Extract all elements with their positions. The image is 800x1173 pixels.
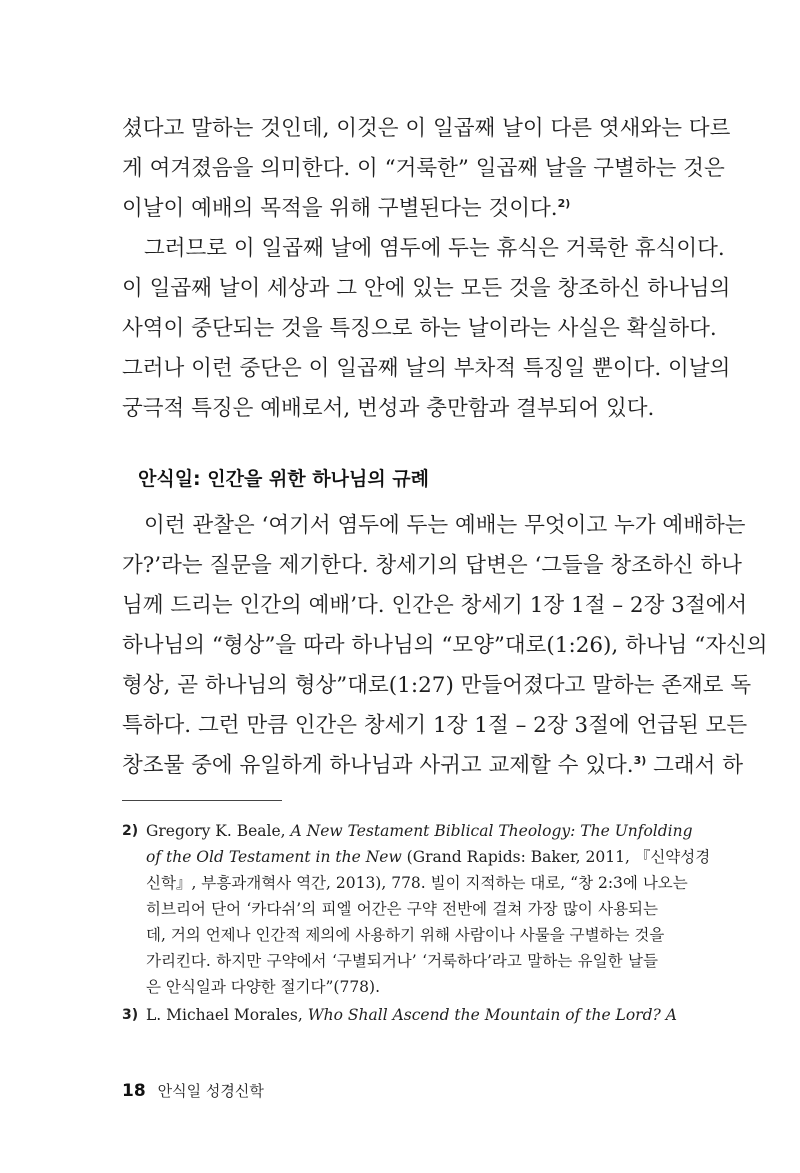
body-text-line [122, 752, 744, 780]
body-text-line: 그러나 이런 중단은 이 일곱째 날의 부차적 특징일 뿐이다. 이날의 [122, 356, 731, 381]
body-text-line: 이 일곱째 날이 세상과 그 안에 있는 모든 것을 창조하신 하나님의 [122, 276, 731, 301]
body-text-line: 이런 관찰은 ‘여기서 염두에 두는 예배는 무엇이고 누가 예배하는 [144, 513, 746, 538]
body-text-line: 특하다. 그런 만큼 인간은 창세기 1장 1절 – 2장 3절에 언급된 모든 [122, 713, 748, 738]
footnote-line: 히브리어 단어 ‘카다쉬’의 피엘 어간은 구약 전반에 걸쳐 가장 많이 사용되는 [146, 900, 658, 918]
body-text-line: 하나님의 “형상”을 따라 하나님의 “모양”대로(1:26), 하나님 “자신의 [122, 633, 768, 658]
footnote-line: 가리킨다. 하지만 구약에서 ‘구별되거나’ ‘거룩하다’라고 말하는 유일한 날들 [146, 952, 658, 970]
page-footer [122, 1080, 264, 1102]
body-text: 창조물 중에 유일하게 하나님과 사귀고 교제할 수 있다. [122, 753, 634, 778]
footnote-line [146, 1004, 677, 1026]
footnote-separator [122, 800, 282, 801]
footnote-reference[interactable]: 3) [633, 753, 647, 767]
body-text-line [122, 195, 658, 223]
body-text-line: 그러므로 이 일곱째 날에 염두에 두는 휴식은 거룩한 휴식이다. [144, 236, 725, 261]
footnote-book-title: of the Old Testament in the New [146, 848, 402, 866]
body-text-line: 가?’라는 질문을 제기한다. 창세기의 답변은 ‘그들을 창조하신 하나 [122, 553, 742, 578]
footnote-line [146, 846, 711, 868]
footnote-author: Gregory K. Beale, [146, 822, 291, 840]
footnote-text: (Grand Rapids: Baker, 2011, 『신약성경 [401, 848, 711, 866]
footnote-line: 은 안식일과 다양한 절기다”(778). [146, 978, 381, 996]
footnote-line: 데, 거의 언제나 인간적 제의에 사용하기 위해 사람이나 사물을 구별하는 것을 [146, 926, 665, 944]
body-text-line: 게 여겨졌음을 의미한다. 이 “거룩한” 일곱째 날을 구별하는 것은 [122, 156, 725, 181]
section-heading: 안식일: 인간을 위한 하나님의 규례 [138, 468, 430, 490]
footnote-reference[interactable]: 2) [557, 196, 571, 210]
footnote-book-title: A New Testament Biblical Theology: The Unfolding [290, 822, 693, 840]
body-text-line: 님께 드리는 인간의 예배’다. 인간은 창세기 1장 1절 – 2장 3절에서 [122, 593, 748, 618]
footnote-line [146, 820, 693, 842]
body-text: 그래서 하 [646, 753, 744, 778]
page-number: 18 [122, 1081, 146, 1101]
footnote-author: L. Michael Morales, [146, 1006, 308, 1024]
body-text-line: 형상, 곧 하나님의 형상”대로(1:27) 만들어졌다고 말하는 존재로 독 [122, 673, 752, 698]
body-text-line: 셨다고 말하는 것인데, 이것은 이 일곱째 날이 다른 엿새와는 다르 [122, 116, 731, 141]
footnote-line: 신학』, 부흥과개혁사 역간, 2013), 778. 빌이 지적하는 대로, “창 2:3에 나오는 [146, 874, 688, 892]
footnote-book-title: Who Shall Ascend the Mountain of the Lord? A [307, 1006, 677, 1024]
footnote-number: 3) [122, 1007, 139, 1023]
body-text-line: 사역이 중단되는 것을 특징으로 하는 날이라는 사실은 확실하다. [122, 316, 717, 341]
footnote-number: 2) [122, 823, 139, 839]
body-text: 이날이 예배의 목적을 위해 구별된다는 것이다. [122, 196, 558, 221]
running-title: 안식일 성경신학 [157, 1082, 264, 1100]
body-text-line: 궁극적 특징은 예배로서, 번성과 충만함과 결부되어 있다. [122, 396, 655, 421]
